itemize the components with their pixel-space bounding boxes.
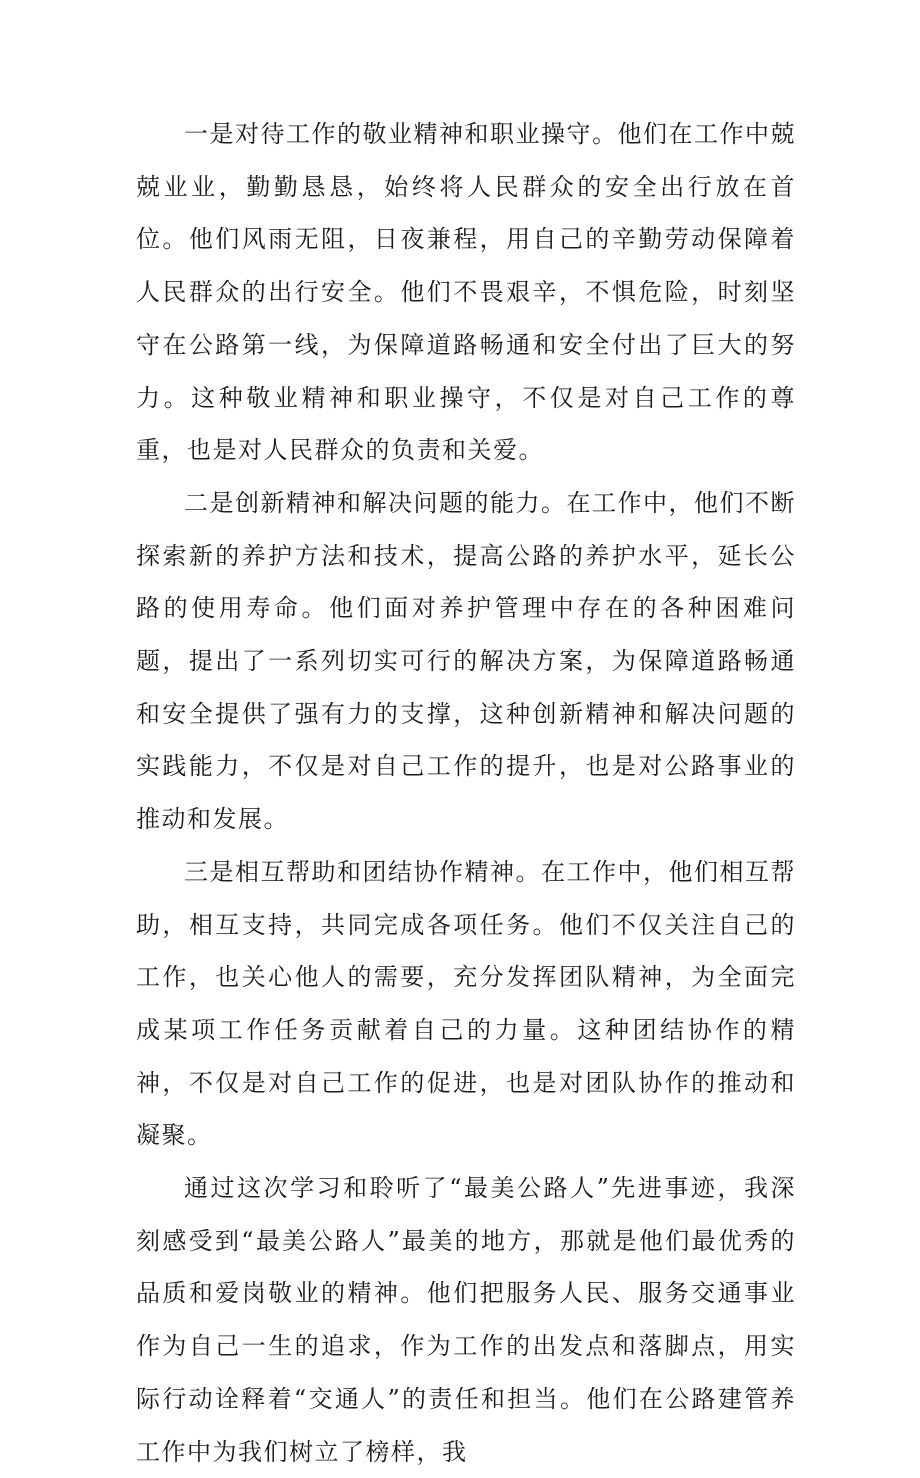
paragraph-dedication: 一是对待工作的敬业精神和职业操守。他们在工作中兢兢业业，勤勤恳恳，始终将人民群众的安全出行放在首位。他们风雨无阻，日夜兼程，用自己的辛勤劳动保障着人民群众的出行安全。他们不畏艰辛，不惧危险，时刻坚守在公路第一线，为保障道路畅通和安全付出了巨大的努力。这种敬业精神和职业操守，不仅是对自己工作的尊重，也是对人民群众的负责和关爱。 [136, 120, 796, 465]
paragraph-teamwork: 三是相互帮助和团结协作精神。在工作中，他们相互帮助，相互支持，共同完成各项任务。他们不仅关注自己的工作，也关心他人的需要，充分发挥团队精神，为全面完成某项工作任务贡献着自己的力量。这种团结协作的精神，不仅是对自己工作的促进，也是对团队协作的推动和凝聚。 [136, 857, 796, 1150]
paragraph-reflection: 通过这次学习和聆听了“最美公路人”先进事迹，我深刻感受到“最美公路人”最美的地方，那就是他们最优秀的品质和爱岗敬业的精神。他们把服务人民、服务交通事业作为自己一生的追求，作为工作的出发点和落脚点，用实际行动诠释着“交通人”的责任和担当。他们在公路建管养工作中为我们树立了榜样，我 [136, 1174, 796, 1466]
document-body [136, 108, 796, 1478]
paragraph-innovation: 二是创新精神和解决问题的能力。在工作中，他们不断探索新的养护方法和技术，提高公路的养护水平，延长公路的使用寿命。他们面对养护管理中存在的各种困难问题，提出了一系列切实可行的解决方案，为保障道路畅通和安全提供了强有力的支撑，这种创新精神和解决问题的实践能力，不仅是对自己工作的提升，也是对公路事业的推动和发展。 [136, 488, 796, 834]
